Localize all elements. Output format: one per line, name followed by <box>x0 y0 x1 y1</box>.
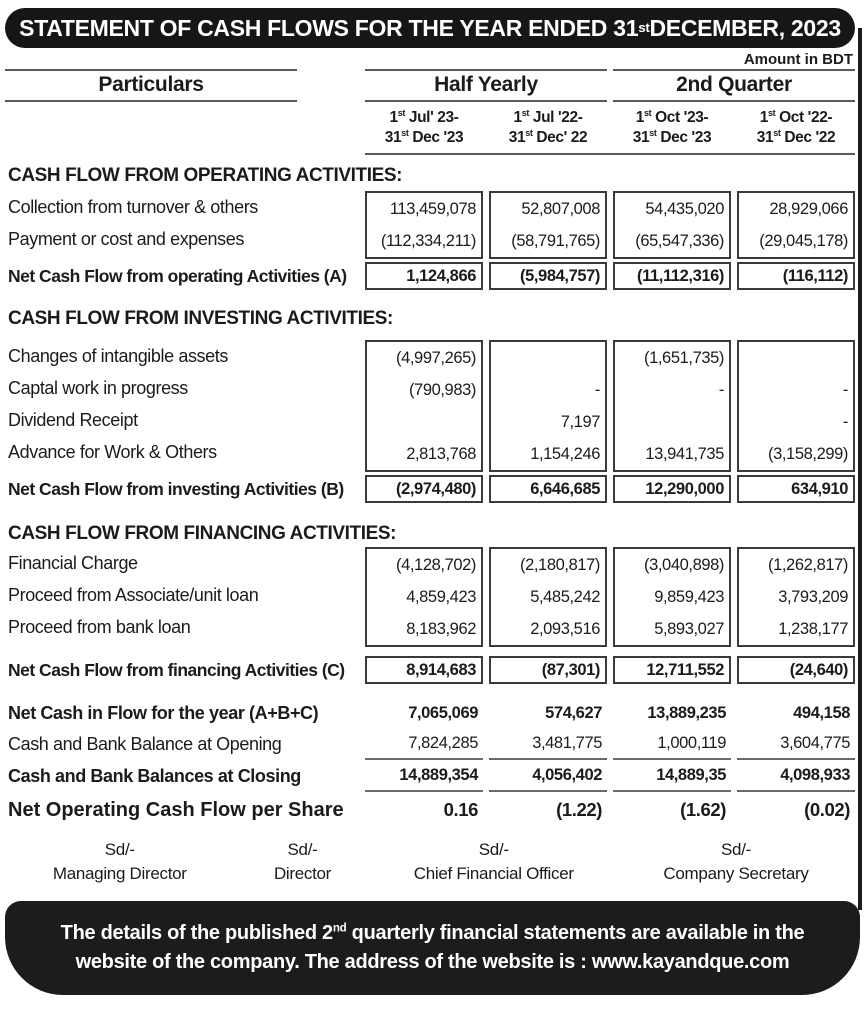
signature-row <box>5 838 855 886</box>
section-heading-operating: CASH FLOW FROM OPERATING ACTIVITIES: <box>8 165 403 186</box>
net-value-cell: 12,290,000 <box>613 475 731 503</box>
net-value-cell: 634,910 <box>737 475 855 503</box>
value-cell: (790,983) <box>408 381 476 399</box>
value-cell: - <box>842 413 848 431</box>
signature-cfo <box>371 838 618 886</box>
operating-net-row <box>5 262 855 290</box>
net-value-cell: 6,646,685 <box>489 475 607 503</box>
amount-unit-note: Amount in BDT <box>743 51 853 68</box>
value-cell: (4,997,265) <box>396 349 476 367</box>
row-label: Proceed from Associate/unit loan <box>8 585 259 605</box>
row-label: Changes of intangible assets <box>8 346 228 366</box>
group-header-2nd-quarter: 2nd Quarter <box>613 69 855 102</box>
summary-row-closing-balance <box>5 760 855 792</box>
value-cell: (112,334,211) <box>380 232 476 250</box>
value-cell: 13,941,735 <box>645 445 724 463</box>
financing-labels <box>5 547 359 647</box>
financing-col3-box <box>613 547 731 647</box>
section-heading-investing: CASH FLOW FROM INVESTING ACTIVITIES: <box>8 308 393 329</box>
summary-value: 494,158 <box>793 704 850 722</box>
summary-label: Net Operating Cash Flow per Share <box>8 799 344 821</box>
net-value-cell: 8,914,683 <box>365 656 483 684</box>
investing-col3-box <box>613 340 731 472</box>
net-row-label: Net Cash Flow from investing Activities (B) <box>8 478 344 499</box>
net-value-cell: (87,301) <box>489 656 607 684</box>
value-cell: (58,791,765) <box>511 232 600 250</box>
summary-value: (0.02) <box>804 799 850 820</box>
summary-value: (1.62) <box>680 799 726 820</box>
row-label: Captal work in progress <box>8 378 188 398</box>
investing-labels <box>5 340 359 472</box>
footer-note <box>5 901 860 995</box>
net-row-label: Net Cash Flow from financing Activities (C) <box>8 659 345 680</box>
summary-value: 4,056,402 <box>489 760 607 792</box>
footer-line-1: The details of the published 2nd quarterly financial statements are available in the <box>60 921 805 944</box>
period-header-2: 1st Jul '22- 31st Dec' 22 <box>508 107 588 146</box>
value-cell: 2,093,516 <box>530 620 600 638</box>
financing-col4-box <box>737 547 855 647</box>
page-edge-line <box>858 28 862 910</box>
net-value-cell: (11,112,316) <box>613 262 731 290</box>
investing-col4-box <box>737 340 855 472</box>
summary-label: Net Cash in Flow for the year (A+B+C) <box>8 703 319 723</box>
summary-value: 1,000,119 <box>613 728 731 760</box>
financing-table <box>5 547 855 647</box>
signature-company-secretary <box>617 838 855 886</box>
value-cell: 52,807,008 <box>521 200 600 218</box>
sd-label: Sd/- <box>478 840 509 859</box>
summary-row-opening-balance <box>5 728 855 760</box>
signatory-title: Chief Financial Officer <box>413 864 574 883</box>
investing-table <box>5 340 855 472</box>
particulars-header: Particulars <box>5 69 297 102</box>
operating-labels <box>5 191 359 259</box>
value-cell: (2,180,817) <box>520 556 600 574</box>
operating-col4-box <box>737 191 855 259</box>
summary-value: 13,889,235 <box>647 704 726 722</box>
value-cell <box>367 406 481 438</box>
value-cell: (1,651,735) <box>644 349 724 367</box>
summary-value: 4,098,933 <box>737 760 855 792</box>
row-label: Advance for Work & Others <box>8 442 217 462</box>
summary-value: 3,604,775 <box>737 728 855 760</box>
sd-label: Sd/- <box>287 840 318 859</box>
value-cell <box>491 342 605 374</box>
value-cell: - <box>594 381 600 399</box>
value-cell: - <box>842 381 848 399</box>
value-cell <box>615 406 729 438</box>
net-value-cell: (24,640) <box>737 656 855 684</box>
summary-value: 3,481,775 <box>489 728 607 760</box>
operating-col3-box <box>613 191 731 259</box>
row-label: Proceed from bank loan <box>8 617 191 637</box>
value-cell: 8,183,962 <box>406 620 476 638</box>
row-label: Dividend Receipt <box>8 410 138 430</box>
value-cell: 3,793,209 <box>778 588 848 606</box>
document-title: STATEMENT OF CASH FLOWS FOR THE YEAR ENDED 31 st DECEMBER, 2023 <box>5 8 855 48</box>
summary-label: Cash and Bank Balance at Opening <box>8 734 282 754</box>
net-value-cell: 12,711,552 <box>613 656 731 684</box>
value-cell: 7,197 <box>560 413 600 431</box>
row-label: Financial Charge <box>8 553 138 573</box>
value-cell: (3,158,299) <box>768 445 848 463</box>
net-value-cell: (5,984,757) <box>489 262 607 290</box>
summary-value: (1.22) <box>556 799 602 820</box>
group-header-half-yearly: Half Yearly <box>365 69 607 102</box>
financing-net-row <box>5 656 855 684</box>
value-cell: (29,045,178) <box>759 232 848 250</box>
net-row-label: Net Cash Flow from operating Activities (A) <box>8 265 347 286</box>
summary-label: Cash and Bank Balances at Closing <box>8 766 301 786</box>
operating-col2-box <box>489 191 607 259</box>
value-cell: 9,859,423 <box>654 588 724 606</box>
summary-row-cash-flow-per-share <box>5 792 855 828</box>
row-label: Payment or cost and expenses <box>8 229 244 249</box>
value-cell: - <box>718 381 724 399</box>
section-heading-financing: CASH FLOW FROM FINANCING ACTIVITIES: <box>8 523 397 544</box>
signatory-title: Director <box>273 864 332 883</box>
value-cell: 28,929,066 <box>769 200 848 218</box>
financing-col1-box <box>365 547 483 647</box>
sd-label: Sd/- <box>721 840 751 859</box>
header-spacer <box>5 102 359 153</box>
value-cell: 1,238,177 <box>778 620 848 638</box>
value-cell: (3,040,898) <box>644 556 724 574</box>
value-cell: (1,262,817) <box>768 556 848 574</box>
value-cell: 113,459,078 <box>389 200 476 218</box>
value-cell: 2,813,768 <box>406 445 476 463</box>
period-header-4: 1st Oct '22- 31st Dec '22 <box>756 107 836 146</box>
signatory-title: Company Secretary <box>663 864 809 883</box>
header-rule <box>365 153 855 155</box>
net-value-cell: (2,974,480) <box>365 475 483 503</box>
period-header-3: 1st Oct '23- 31st Dec '23 <box>632 107 712 146</box>
summary-value: 14,889,35 <box>613 760 731 792</box>
financing-col2-box <box>489 547 607 647</box>
net-value-cell: (116,112) <box>737 262 855 290</box>
summary-value: 7,824,285 <box>365 728 483 760</box>
value-cell: (65,547,336) <box>635 232 724 250</box>
value-cell: (4,128,702) <box>396 556 476 574</box>
investing-col2-box <box>489 340 607 472</box>
summary-value: 574,627 <box>545 704 602 722</box>
signature-managing-director <box>5 838 235 886</box>
operating-table <box>5 191 855 259</box>
summary-value: 14,889,354 <box>365 760 483 792</box>
operating-col1-box <box>365 191 483 259</box>
value-cell: 5,485,242 <box>530 588 600 606</box>
value-cell: 4,859,423 <box>406 588 476 606</box>
period-header-1: 1st Jul' 23- 31st Dec '23 <box>384 107 464 146</box>
sd-label: Sd/- <box>104 840 135 859</box>
net-value-cell: 1,124,866 <box>365 262 483 290</box>
summary-row-net-total <box>5 698 855 728</box>
value-cell: 1,154,246 <box>530 445 600 463</box>
signature-director <box>235 838 371 886</box>
investing-col1-box <box>365 340 483 472</box>
table-header <box>5 69 855 155</box>
value-cell: 54,435,020 <box>645 200 724 218</box>
value-cell <box>739 342 853 374</box>
summary-value: 0.16 <box>443 799 478 820</box>
row-label: Collection from turnover & others <box>8 197 258 217</box>
investing-net-row <box>5 475 855 503</box>
footer-line-2: website of the company. The address of the website is : www.kayandque.com <box>75 951 790 973</box>
value-cell: 5,893,027 <box>654 620 724 638</box>
summary-value: 7,065,069 <box>408 704 478 722</box>
signatory-title: Managing Director <box>52 864 187 883</box>
